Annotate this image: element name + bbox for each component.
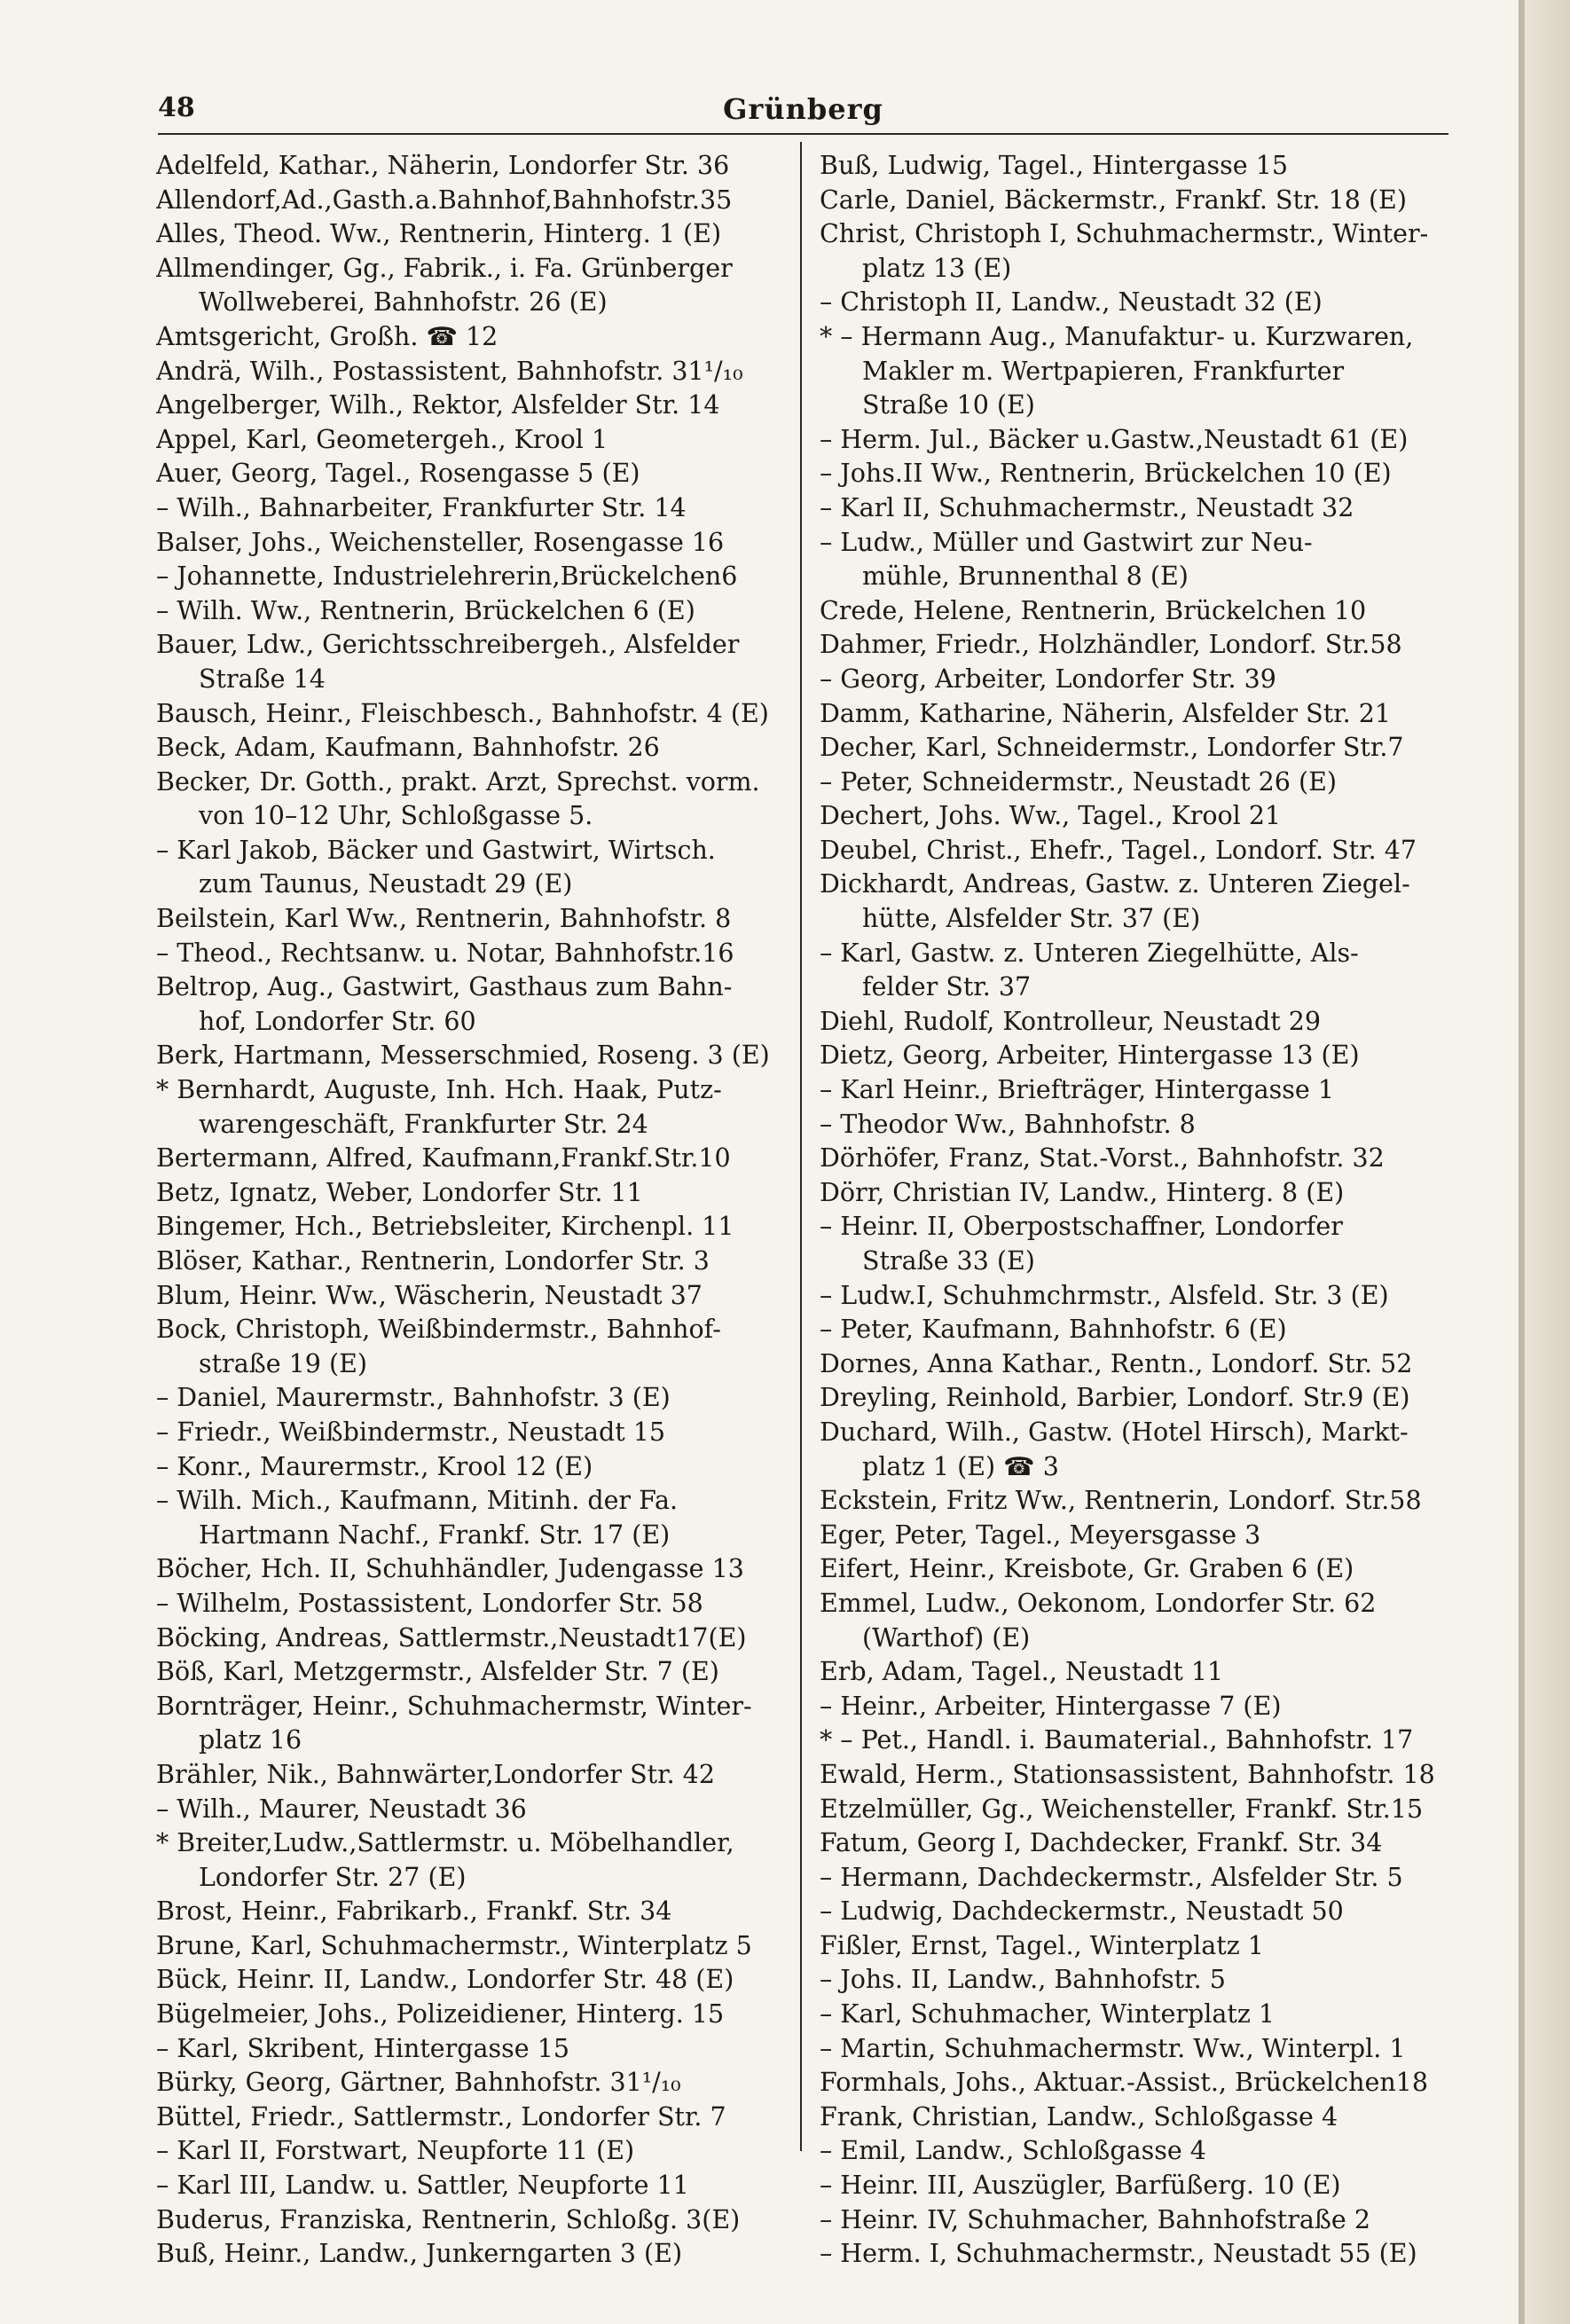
directory-entry-line: – Ludw.I, Schuhmchrmstr., Alsfeld. Str. 3 (E) — [820, 1280, 1389, 1310]
directory-entry-line: platz 1 (E) ☎ 3 — [862, 1451, 1059, 1481]
directory-entry-line: Blum, Heinr. Ww., Wäscherin, Neustadt 37 — [156, 1280, 703, 1310]
directory-entry-line: Berk, Hartmann, Messerschmied, Roseng. 3 (E) — [156, 1040, 770, 1071]
directory-entry-line: Bingemer, Hch., Betriebsleiter, Kirchenpl. 11 — [156, 1212, 734, 1242]
directory-entry-line: – Karl, Skribent, Hintergasse 15 — [156, 2033, 569, 2063]
directory-entry-line: – Johs.II Ww., Rentnerin, Brückelchen 10 (E) — [820, 459, 1392, 489]
directory-entry-line: Bauer, Ldw., Gerichtsschreibergeh., Alsfelder — [156, 630, 740, 660]
directory-entry-line: – Ludwig, Dachdeckermstr., Neustadt 50 — [820, 1896, 1344, 1927]
directory-entry-line: Betz, Ignatz, Weber, Londorfer Str. 11 — [156, 1177, 643, 1207]
directory-entry-line: Carle, Daniel, Bäckermstr., Frankf. Str. 18 (E) — [820, 185, 1407, 215]
directory-entry-line: Böcking, Andreas, Sattlermstr.,Neustadt17(E) — [156, 1622, 747, 1653]
directory-entry-line: Blöser, Kathar., Rentnerin, Londorfer Str. 3 — [156, 1246, 710, 1276]
directory-entry-line: – Herm. I, Schuhmachermstr., Neustadt 55 (E) — [820, 2239, 1417, 2269]
directory-entry-line: Decher, Karl, Schneidermstr., Londorfer Str.7 — [820, 733, 1404, 763]
directory-entry-line: – Johs. II, Landw., Bahnhofstr. 5 — [820, 1965, 1226, 1995]
directory-entry-line: – Friedr., Weißbindermstr., Neustadt 15 — [156, 1417, 666, 1447]
directory-entry-line: Dahmer, Friedr., Holzhändler, Londorf. Str.58 — [820, 630, 1402, 660]
directory-entry-line: Crede, Helene, Rentnerin, Brückelchen 10 — [820, 595, 1367, 625]
directory-entry-line: – Emil, Landw., Schloßgasse 4 — [820, 2136, 1206, 2166]
directory-entry-line: – Karl, Schuhmacher, Winterplatz 1 — [820, 1999, 1276, 2030]
directory-entry-line: * Breiter,Ludw.,Sattlermstr. u. Möbelhandler, — [156, 1828, 734, 1858]
directory-entry-line: hof, Londorfer Str. 60 — [199, 1006, 476, 1036]
directory-entry-line: – Theod., Rechtsanw. u. Notar, Bahnhofstr.16 — [156, 938, 734, 968]
directory-entry-line: Dechert, Johs. Ww., Tagel., Krool 21 — [820, 801, 1282, 831]
directory-entry-line: Erb, Adam, Tagel., Neustadt 11 — [820, 1657, 1224, 1687]
directory-entry-line: Alles, Theod. Ww., Rentnerin, Hinterg. 1 (E) — [156, 219, 722, 249]
page-header — [158, 87, 1448, 135]
page-number: 48 — [158, 92, 195, 123]
directory-entry-line: Damm, Katharine, Näherin, Alsfelder Str. 21 — [820, 698, 1392, 728]
adjacent-page-strip — [1524, 0, 1570, 2324]
directory-entry-line: Büttel, Friedr., Sattlermstr., Londorfer Str. 7 — [156, 2101, 726, 2132]
directory-entry-line: Diehl, Rudolf, Kontrolleur, Neustadt 29 — [820, 1006, 1321, 1036]
directory-entry-line: Buß, Ludwig, Tagel., Hintergasse 15 — [820, 151, 1288, 180]
directory-entry-line: Brune, Karl, Schuhmachermstr., Winterplatz 5 — [156, 1930, 752, 1960]
directory-entry-line: Straße 10 (E) — [862, 390, 1035, 420]
directory-entry-line: Allmendinger, Gg., Fabrik., i. Fa. Grünberger — [156, 253, 733, 283]
directory-entry-line: Deubel, Christ., Ehefr., Tagel., Londorf. Str. 47 — [820, 835, 1417, 865]
directory-entry-line: Brost, Heinr., Fabrikarb., Frankf. Str. 34 — [156, 1896, 672, 1927]
directory-entry-line: Eckstein, Fritz Ww., Rentnerin, Londorf. Str.58 — [820, 1486, 1422, 1516]
directory-entry-line: Hartmann Nachf., Frankf. Str. 17 (E) — [199, 1519, 671, 1550]
directory-entry-line: Buß, Heinr., Landw., Junkerngarten 3 (E) — [156, 2239, 683, 2269]
directory-entry-line: Wollweberei, Bahnhofstr. 26 (E) — [199, 287, 608, 318]
directory-entry-line: zum Taunus, Neustadt 29 (E) — [199, 869, 573, 899]
left-column — [156, 149, 777, 2272]
directory-entry-line: Dietz, Georg, Arbeiter, Hintergasse 13 (E) — [820, 1040, 1360, 1071]
directory-entry-line: – Wilh. Mich., Kaufmann, Mitinh. der Fa. — [156, 1486, 679, 1516]
directory-entry-line: Eifert, Heinr., Kreisbote, Gr. Graben 6 (E) — [820, 1554, 1354, 1584]
directory-entry-line: – Karl II, Schuhmachermstr., Neustadt 32 — [820, 492, 1354, 522]
directory-entry-line: Dornes, Anna Kathar., Rentn., Londorf. Str. 52 — [820, 1348, 1413, 1378]
directory-entry-line: Beltrop, Aug., Gastwirt, Gasthaus zum Bahn- — [156, 972, 733, 1002]
directory-entry-line: – Karl II, Forstwart, Neupforte 11 (E) — [156, 2136, 635, 2166]
directory-entry-line: Brähler, Nik., Bahnwärter,Londorfer Str. 42 — [156, 1759, 715, 1789]
directory-entry-line: Etzelmüller, Gg., Weichensteller, Frankf. Str.15 — [820, 1794, 1424, 1824]
directory-entry-line: – Christoph II, Landw., Neustadt 32 (E) — [820, 287, 1323, 318]
directory-entry-line: – Karl Jakob, Bäcker und Gastwirt, Wirtsch. — [156, 835, 716, 865]
directory-entry-line: * Bernhardt, Auguste, Inh. Hch. Haak, Putz- — [156, 1075, 722, 1105]
directory-entry-line: – Hermann, Dachdeckermstr., Alsfelder Str. 5 — [820, 1862, 1403, 1892]
directory-entry-line: warengeschäft, Frankfurter Str. 24 — [199, 1109, 648, 1139]
directory-entry-line: Allendorf,Ad.,Gasth.a.Bahnhof,Bahnhofstr.35 — [156, 185, 733, 215]
directory-entry-line: – Wilh., Maurer, Neustadt 36 — [156, 1794, 527, 1824]
directory-entry-line: Formhals, Johs., Aktuar.-Assist., Brückelchen18 — [820, 2068, 1428, 2098]
directory-entry-line: Angelberger, Wilh., Rektor, Alsfelder Str. 14 — [156, 390, 720, 420]
directory-entry-line: (Warthof) (E) — [862, 1622, 1031, 1653]
directory-entry-line: Makler m. Wertpapieren, Frankfurter — [862, 356, 1345, 386]
directory-entry-line: Bock, Christoph, Weißbindermstr., Bahnhof- — [156, 1315, 721, 1345]
directory-entry-line: – Daniel, Maurermstr., Bahnhofstr. 3 (E) — [156, 1383, 671, 1413]
directory-entry-line: Amtsgericht, Großh. ☎ 12 — [156, 321, 498, 351]
directory-entry-line: Dörr, Christian IV, Landw., Hinterg. 8 (E) — [820, 1177, 1345, 1207]
directory-entry-line: Andrä, Wilh., Postassistent, Bahnhofstr. 31¹/₁₀ — [156, 356, 743, 386]
directory-entry-line: straße 19 (E) — [199, 1348, 368, 1378]
directory-entry-line: – Peter, Schneidermstr., Neustadt 26 (E) — [820, 766, 1338, 797]
directory-entry-line: platz 13 (E) — [862, 253, 1012, 283]
directory-entry-line: Bertermann, Alfred, Kaufmann,Frankf.Str.10 — [156, 1143, 731, 1174]
directory-entry-line: Christ, Christoph I, Schuhmachermstr., Winter- — [820, 219, 1429, 249]
directory-entry-line: – Heinr., Arbeiter, Hintergasse 7 (E) — [820, 1691, 1282, 1721]
directory-entry-line: Beilstein, Karl Ww., Rentnerin, Bahnhofstr. 8 — [156, 904, 732, 934]
directory-entry-line: – Johannette, Industrielehrerin,Brückelchen6 — [156, 561, 738, 592]
directory-entry-line: Straße 14 — [199, 663, 326, 694]
directory-entry-line: – Konr., Maurermstr., Krool 12 (E) — [156, 1451, 593, 1481]
directory-entry-line: Böß, Karl, Metzgermstr., Alsfelder Str. 7 (E) — [156, 1657, 719, 1687]
directory-entry-line: Becker, Dr. Gotth., prakt. Arzt, Sprechst. vorm. — [156, 766, 760, 797]
directory-entry-line: – Wilh., Bahnarbeiter, Frankfurter Str. 14 — [156, 492, 687, 522]
directory-entry-line: Frank, Christian, Landw., Schloßgasse 4 — [820, 2101, 1338, 2132]
directory-entry-line: Fatum, Georg I, Dachdecker, Frankf. Str. 34 — [820, 1828, 1383, 1858]
directory-entry-line: – Peter, Kaufmann, Bahnhofstr. 6 (E) — [820, 1315, 1287, 1345]
directory-entry-line: hütte, Alsfelder Str. 37 (E) — [862, 904, 1201, 934]
directory-entry-line: von 10–12 Uhr, Schloßgasse 5. — [199, 801, 593, 831]
directory-entry-line: Beck, Adam, Kaufmann, Bahnhofstr. 26 — [156, 733, 660, 763]
directory-entry-line: Bürky, Georg, Gärtner, Bahnhofstr. 31¹/₁₀ — [156, 2068, 681, 2098]
directory-entry-line: Dreyling, Reinhold, Barbier, Londorf. Str.9 (E) — [820, 1383, 1410, 1413]
directory-entry-line: felder Str. 37 — [862, 972, 1032, 1002]
directory-entry-line: platz 16 — [199, 1725, 302, 1755]
directory-entry-line: Bausch, Heinr., Fleischbesch., Bahnhofstr. 4 (E) — [156, 698, 769, 728]
directory-entry-line: – Theodor Ww., Bahnhofstr. 8 — [820, 1109, 1196, 1139]
directory-entry-line: Bügelmeier, Johs., Polizeidiener, Hinterg. 15 — [156, 1999, 725, 2030]
directory-entry-line: – Martin, Schuhmachermstr. Ww., Winterpl. 1 — [820, 2033, 1406, 2063]
directory-entry-line: Eger, Peter, Tagel., Meyersgasse 3 — [820, 1519, 1261, 1550]
directory-entry-line: – Georg, Arbeiter, Londorfer Str. 39 — [820, 663, 1276, 694]
directory-entry-line: – Karl III, Landw. u. Sattler, Neupforte 11 — [156, 2171, 689, 2201]
directory-entry-line: Fißler, Ernst, Tagel., Winterplatz 1 — [820, 1930, 1264, 1960]
directory-entry-line: Bornträger, Heinr., Schuhmachermstr, Winter- — [156, 1691, 752, 1721]
directory-entry-line: * – Hermann Aug., Manufaktur- u. Kurzwaren, — [820, 321, 1414, 351]
directory-entry-line: Bück, Heinr. II, Landw., Londorfer Str. 48 (E) — [156, 1965, 734, 1995]
directory-entry-line: – Heinr. III, Auszügler, Barfüßerg. 10 (E) — [820, 2171, 1341, 2201]
directory-entry-line: – Wilhelm, Postassistent, Londorfer Str. 58 — [156, 1588, 703, 1618]
directory-entry-line: mühle, Brunnenthal 8 (E) — [862, 561, 1189, 592]
directory-entry-line: – Heinr. II, Oberpostschaffner, Londorfer — [820, 1212, 1343, 1242]
directory-entry-line: Londorfer Str. 27 (E) — [199, 1862, 467, 1892]
directory-entry-line: Balser, Johs., Weichensteller, Rosengasse 16 — [156, 527, 725, 557]
directory-entry-line: – Karl Heinr., Briefträger, Hintergasse 1 — [820, 1075, 1334, 1105]
directory-entry-line: – Wilh. Ww., Rentnerin, Brückelchen 6 (E) — [156, 595, 695, 625]
directory-entry-line: Auer, Georg, Tagel., Rosengasse 5 (E) — [156, 459, 640, 489]
directory-entry-line: – Ludw., Müller und Gastwirt zur Neu- — [820, 527, 1313, 557]
running-title: Grünberg — [723, 92, 883, 126]
directory-entry-line: Böcher, Hch. II, Schuhhändler, Judengasse 13 — [156, 1554, 744, 1584]
directory-entry-line: – Heinr. IV, Schuhmacher, Bahnhofstraße 2 — [820, 2204, 1370, 2234]
column-divider — [800, 142, 802, 2151]
right-column — [820, 149, 1440, 2272]
directory-entry-line: Dörhöfer, Franz, Stat.-Vorst., Bahnhofstr. 32 — [820, 1143, 1385, 1174]
directory-entry-line: Duchard, Wilh., Gastw. (Hotel Hirsch), Markt- — [820, 1417, 1409, 1447]
directory-entry-line: * – Pet., Handl. i. Baumaterial., Bahnhofstr. 17 — [820, 1725, 1414, 1755]
directory-entry-line: Adelfeld, Kathar., Näherin, Londorfer Str. 36 — [156, 151, 730, 180]
directory-entry-line: Buderus, Franziska, Rentnerin, Schloßg. 3(E) — [156, 2204, 741, 2234]
directory-entry-line: Emmel, Ludw., Oekonom, Londorfer Str. 62 — [820, 1588, 1377, 1618]
directory-entry-line: Straße 33 (E) — [862, 1246, 1035, 1276]
directory-entry-line: Appel, Karl, Geometergeh., Krool 1 — [156, 424, 608, 454]
directory-entry-line: Ewald, Herm., Stationsassistent, Bahnhofstr. 18 — [820, 1759, 1435, 1789]
directory-entry-line: – Karl, Gastw. z. Unteren Ziegelhütte, Als- — [820, 938, 1359, 968]
directory-entry-line: – Herm. Jul., Bäcker u.Gastw.,Neustadt 61 (E) — [820, 424, 1409, 454]
directory-entry-line: Dickhardt, Andreas, Gastw. z. Unteren Ziegel- — [820, 869, 1410, 899]
